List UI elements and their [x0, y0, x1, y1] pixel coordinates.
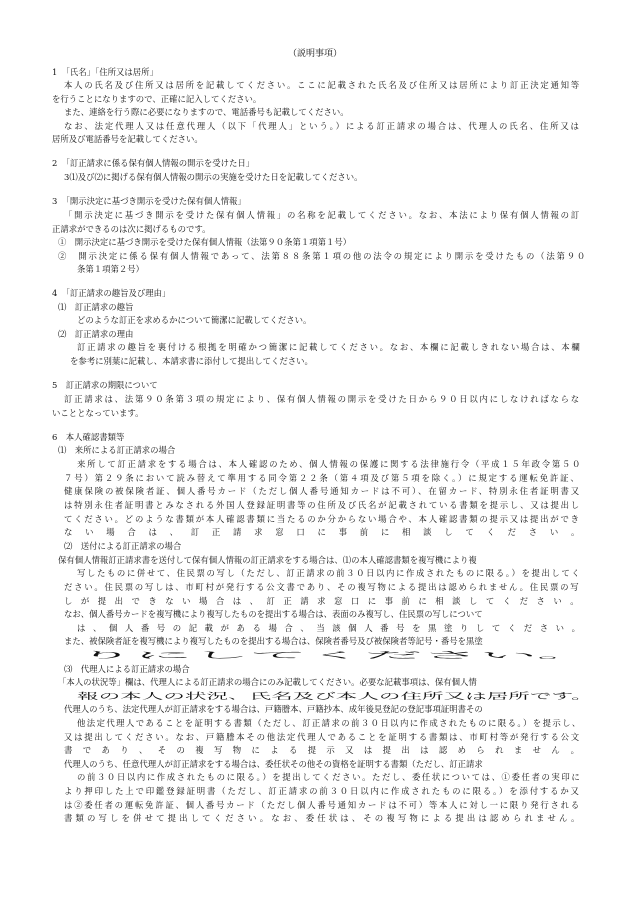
text-line: ７号）第２９条において読み替えて準用する同令第２２条（第４項及び第５項を除く。）に規定する運転免許証、 [64, 473, 581, 483]
text-line: 3 「開示決定に基づき開示を受けた保有個人情報」 [52, 196, 246, 206]
text-line: 5 訂正請求の期限について [52, 380, 158, 390]
text-line: ⑵ 送付による訂正請求の場合 [64, 541, 182, 551]
text-line: 来所して訂正請求をする場合は、本人確認のため、個人情報の保護に関する法律施行令（平成１５年政令第５０ [77, 459, 583, 469]
text-line: なお、法定代理人又は任意代理人（以下「代理人」という。）による訂正請求の場合は、代理人の氏名、住所又は [64, 121, 581, 131]
text-line: また、連絡を行う際に必要になりますので、電話番号も記載してください。 [64, 107, 349, 117]
text-line: 6 本人確認書類等 [52, 432, 125, 442]
text-line: 保有個人情報訂正請求書を送付して保有個人情報の訂正請求をする場合は、⑴の本人確認書類を複写機により複 [58, 555, 477, 565]
text-line: 写したものに併せて、住民票の写し（ただし、訂正請求の前３０日以内に作成されたものに限る。）を提出してく [77, 568, 582, 578]
text-line: 書であり、その複写物による提示又は提出は認められません。 [64, 745, 590, 755]
text-line: 訂正請求は、法第９０条第３項の規定により、保有個人情報の開示を受けた日から９０日以内にしなければならな [64, 394, 581, 404]
text-line: は特別永住者証明書とみなされる外国人登録証明書等の住所及び氏名が記載されている書類を提示し、又は提出し [64, 500, 581, 510]
text-line: は②委任者の運転免許証、個人番号カード（ただし個人番号通知カードは不可）等本人に対し一に限り発行される [64, 800, 581, 810]
text-line: 健康保険の被保険者証、個人番号カード（ただし個人番号通知カードは不可）、在留カード、特別永住者証明書又 [64, 486, 582, 496]
text-line: 3⑴及び⑵に掲げる保有個人情報の開示の実施を受けた日を記載してください。 [64, 172, 363, 182]
text-line: しが提出できない場合は、訂正請求窓口に事前に相談してください。 [64, 596, 588, 606]
text-line: ⑶ 代理人による訂正請求の場合 [64, 664, 190, 674]
text-line: ② 開示決定に係る保有個人情報であって、法第８８条第１項の他の法令の規定により開示を受けたもの（法第９０ [58, 251, 588, 261]
document-title: （説明事項） [287, 49, 342, 59]
text-line: 代理人のうち、法定代理人が訂正請求をする場合は、戸籍謄本、戸籍抄本、成年後見登記の登記事項証明書その [64, 704, 483, 714]
text-line: 「開示決定に基づき開示を受けた保有個人情報」の名称を記載してください。なお、本法により保有個人情報の訂 [64, 210, 581, 220]
text-line: は、個人番号の記載がある場合、当該個人番号を黒塗りしてください。 [77, 623, 588, 633]
text-line: 本人の氏名及び住所又は居所を記載してください。ここに記載された氏名及び住所又は居所により訂正決定通知等 [64, 80, 581, 90]
text-line: てください。どのような書類が本人確認書類に当たるのか分からない場合や、本人確認書類の提示又は提出ができ [64, 514, 581, 524]
text-line: どのような訂正を求めるかについて簡潔に記載してください。 [77, 315, 312, 325]
text-line: 居所及び電話番号を記載してください。 [52, 134, 203, 144]
text-line: ⑴ 来所による訂正請求の場合 [58, 445, 176, 455]
text-line: ① 開示決定に基づき開示を受けた保有個人情報（法第９０条第１項第１号） [58, 237, 352, 247]
text-line: 報の本人の状況、氏名及び本人の住所又は居所です。 [77, 691, 593, 701]
text-line: 訂正請求の趣旨を裏付ける根拠を明確かつ簡潔に記載してください。なお、本欄に記載しきれない場合は、本欄 [77, 342, 582, 352]
text-line: りにしてください。 [77, 650, 595, 660]
text-line: 条第１項第２号） [77, 264, 144, 274]
text-line: の前３０日以内に作成されたものに限る。）を提出してください。ただし、委任状については、①委任者の実印に [77, 772, 582, 782]
text-line: 2 「訂正請求に係る保有個人情報の開示を受けた日」 [52, 158, 255, 168]
text-line: 又は提出してください。なお、戸籍謄本その他法定代理人であることを証明する書類は、市町村等が発行する公文 [64, 732, 581, 742]
text-line: を行うことになりますので、正確に記入してください。 [52, 94, 262, 104]
text-line: より押印した上で印鑑登録証明書（ただし、訂正請求の前３０日以内に作成されたものに限る。）を添付するか又 [64, 786, 581, 796]
text-line: いこととなっています。 [52, 408, 144, 418]
text-line: ⑵ 訂正請求の理由 [58, 329, 134, 339]
text-line: ださい。住民票の写しは、市町村が発行する公文書であり、その複写物による提出は認められません。住民票の写 [64, 582, 581, 592]
text-line: ⑴ 訂正請求の趣旨 [58, 302, 134, 312]
text-line: 1 「氏名」「住所又は居所」 [52, 67, 158, 77]
text-line: 他法定代理人であることを証明する書類（ただし、訂正請求の前３０日以内に作成されたものに限る。）を提示し、 [77, 718, 582, 728]
text-line: 正請求ができるのは次に掲げるものです。 [52, 224, 211, 234]
text-line: 代理人のうち、任意代理人が訂正請求をする場合は、委任状その他その資格を証明する書類（ただし、訂正請求 [64, 759, 483, 769]
text-line: 「本人の状況等」欄は、代理人による訂正請求の場合にのみ記載してください。必要な記載事項は、保有個人情 [58, 677, 477, 687]
text-line: 4 「訂正請求の趣旨及び理由」 [52, 288, 171, 298]
text-line: 書類の写しを併せて提出してください。なお、委任状は、その複写物による提出は認められません。 [64, 813, 583, 823]
text-line: ない場合は、訂正請求窓口に事前に相談してください。 [64, 527, 593, 537]
text-line: なお、個人番号カードを複写機により複写したものを提出する場合は、表面のみ複写し、住民票の写しについて [64, 609, 483, 619]
text-line: また、被保険者証を複写機により複写したものを提出する場合は、保険者番号及び被保険者等記号・番号を黒塗 [64, 636, 483, 646]
text-line: を参考に別葉に記載し、本請求書に添付して提出してください。 [70, 356, 313, 366]
